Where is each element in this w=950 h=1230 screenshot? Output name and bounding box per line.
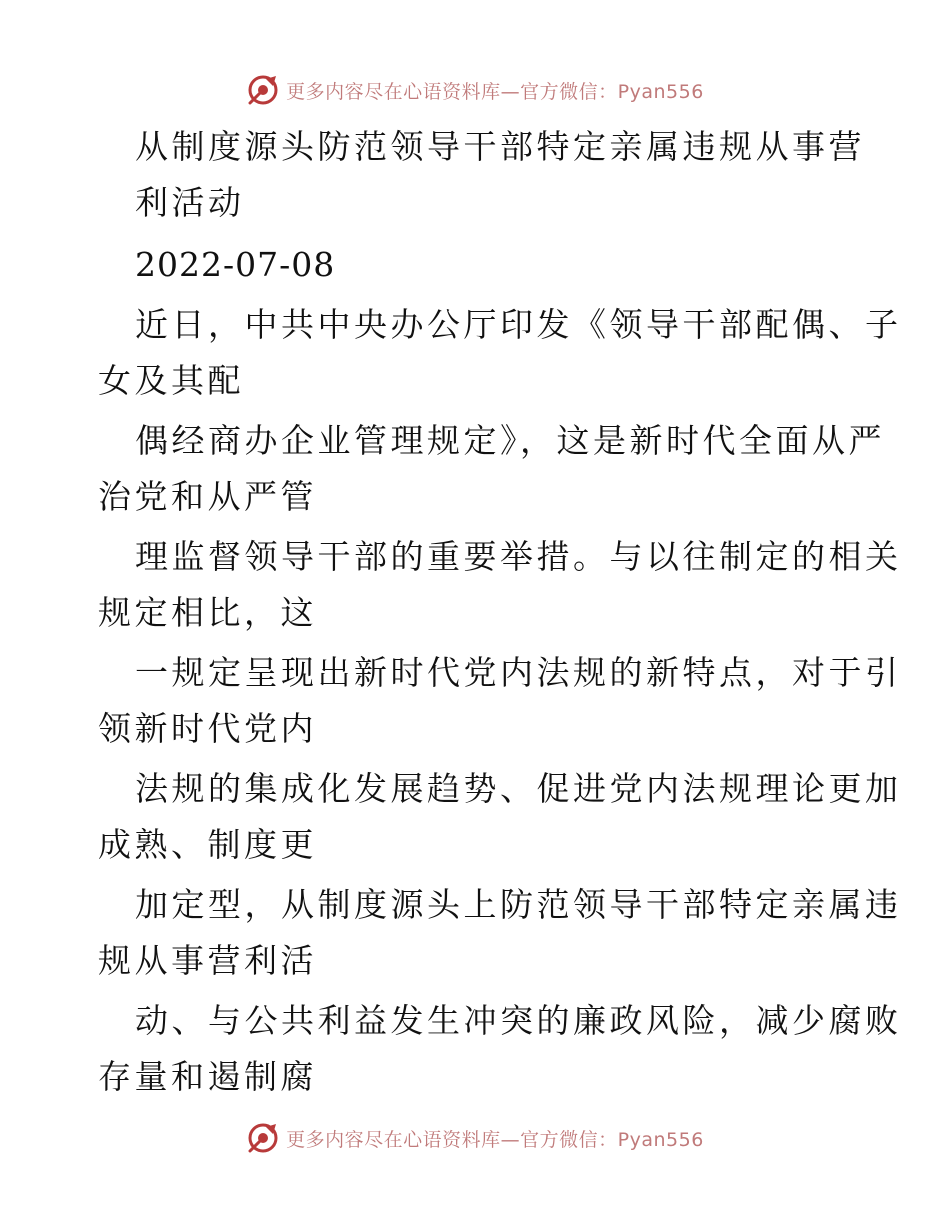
- footer-banner-text: 更多内容尽在心语资料库—官方微信：Pyan556: [286, 1128, 704, 1151]
- paragraph-line: 加定型，从制度源头上防范领导干部特定亲属违: [135, 885, 902, 924]
- paragraph-line: 规定相比，这: [98, 593, 317, 632]
- paragraph-line: 治党和从严管: [98, 477, 317, 516]
- header-banner-text: 更多内容尽在心语资料库—官方微信：Pyan556: [286, 80, 704, 103]
- paragraph-line: 法规的集成化发展趋势、促进党内法规理论更加: [135, 769, 902, 808]
- paragraph-line: 领新时代党内: [98, 709, 317, 748]
- paragraph-line: 成熟、制度更: [98, 825, 317, 864]
- document-date: 2022-07-08: [135, 245, 336, 284]
- paragraph-line: 理监督领导干部的重要举措。与以往制定的相关: [135, 537, 902, 576]
- paragraph-line: 近日，中共中央办公厅印发《领导干部配偶、子: [135, 305, 902, 344]
- paragraph-line: 女及其配: [98, 361, 244, 400]
- paragraph-line: 存量和遏制腐: [98, 1057, 317, 1096]
- paragraph-line: 偶经商办企业管理规定》，这是新时代全面从严: [135, 421, 885, 460]
- quill-seal-icon: [246, 1121, 280, 1155]
- header-banner: [0, 70, 950, 110]
- quill-seal-icon: [246, 73, 280, 107]
- document-title-line-2: 利活动: [135, 183, 245, 222]
- paragraph-line: 动、与公共利益发生冲突的廉政风险，减少腐败: [135, 1001, 902, 1040]
- paragraph-line: 规从事营利活: [98, 941, 317, 980]
- paragraph-line: 一规定呈现出新时代党内法规的新特点，对于引: [135, 653, 902, 692]
- document-title-line-1: 从制度源头防范领导干部特定亲属违规从事营: [135, 127, 865, 166]
- footer-banner: [0, 1118, 950, 1158]
